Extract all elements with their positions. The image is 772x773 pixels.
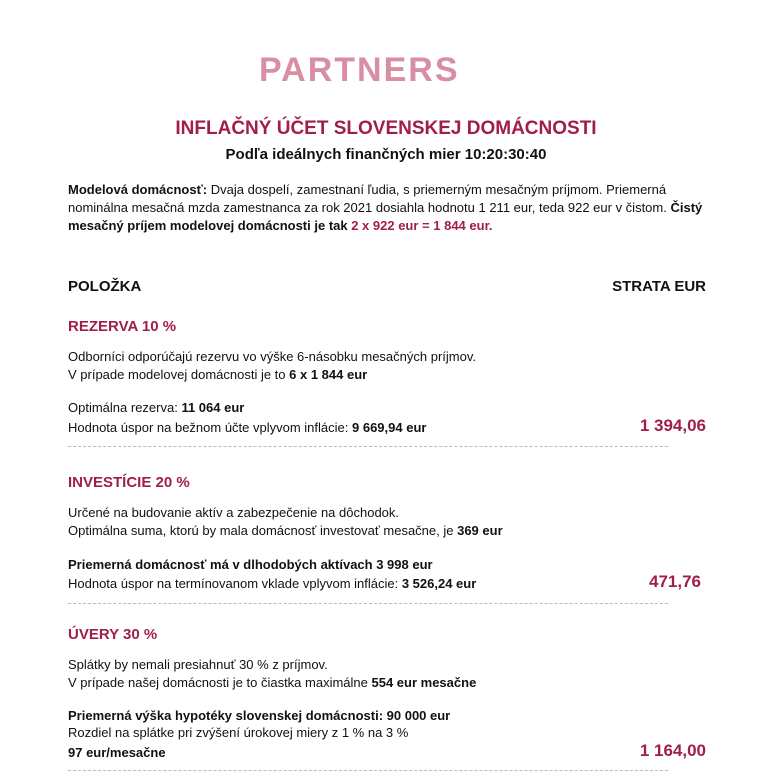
- investicie-desc-2-text: Optimálna suma, ktorú by mala domácnosť investovať mesačne, je: [68, 523, 458, 538]
- rezerva-desc-2-bold: 6 x 1 844 eur: [289, 367, 368, 382]
- section-heading-investicie: INVESTÍCIE 20 %: [68, 474, 190, 491]
- investicie-detail-2: [68, 575, 476, 593]
- uvery-detail-2: Rozdiel na splátke pri zvýšení úrokovej miery z 1 % na 3 %: [68, 725, 409, 740]
- uvery-detail-1-bold: Priemerná výška hypotéky slovenskej domácnosti: 90 000 eur: [68, 708, 451, 723]
- intro-bold-text: Čistý mesačný príjem modelovej domácnosti je tak: [68, 200, 703, 233]
- rezerva-desc-2-text: V prípade modelovej domácnosti je to: [68, 367, 290, 382]
- rezerva-detail-1: [68, 399, 244, 417]
- uvery-loss-value: 1 164,00: [639, 741, 706, 760]
- intro-text: Dvaja dospelí, zamestnaní ľudia, s priemerným mesačným príjmom. Priemerná nominálna mesačná mzda zamestnanca za rok 2021 dosiahla hodnotu 1 211 eur, teda 922 eur v čistom.: [68, 182, 671, 215]
- investicie-loss-value: 471,76: [649, 572, 701, 591]
- rezerva-detail-2: [68, 419, 426, 437]
- uvery-detail-3: [68, 744, 166, 762]
- rezerva-detail-2-text: Hodnota úspor na bežnom účte vplyvom inflácie:: [68, 420, 352, 435]
- investicie-detail-1-bold: Priemerná domácnosť má v dlhodobých aktívach 3 998 eur: [68, 557, 433, 572]
- investicie-detail-2-bold: 3 526,24 eur: [401, 576, 477, 591]
- intro-accent-text: 2 x 922 eur = 1 844 eur.: [351, 218, 493, 233]
- uvery-desc-2-bold: 554 eur mesačne: [371, 675, 477, 690]
- intro-label: Modelová domácnosť:: [68, 182, 208, 197]
- page-subtitle: Podľa ideálnych finančných mier 10:20:30:40: [225, 146, 547, 163]
- investicie-desc-1: Určené na budovanie aktív a zabezpečenie na dôchodok.: [68, 505, 400, 520]
- investicie-detail-2-text: Hodnota úspor na termínovanom vklade vplyvom inflácie:: [68, 576, 402, 591]
- rezerva-loss-value: 1 394,06: [639, 416, 706, 435]
- section-heading-rezerva: REZERVA 10 %: [68, 318, 177, 335]
- rezerva-desc-1: Odborníci odporúčajú rezervu vo výške 6-násobku mesačných príjmov.: [68, 349, 477, 364]
- intro-paragraph: [68, 181, 718, 235]
- partners-logo: PARTNERS: [259, 51, 460, 89]
- investicie-desc-2: [68, 522, 503, 540]
- uvery-detail-3-bold: 97 eur/mesačne: [68, 745, 166, 760]
- divider: [68, 603, 668, 604]
- column-header-loss: STRATA EUR: [612, 278, 706, 295]
- rezerva-detail-1-text: Optimálna rezerva:: [68, 400, 182, 415]
- uvery-desc-2: [68, 674, 476, 692]
- investicie-desc-2-bold: 369 eur: [457, 523, 503, 538]
- rezerva-desc-2: [68, 366, 367, 384]
- column-header-item: POLOŽKA: [68, 278, 142, 295]
- divider: [68, 446, 668, 447]
- page-title: INFLAČNÝ ÚČET SLOVENSKEJ DOMÁCNOSTI: [175, 118, 597, 139]
- section-heading-uvery: ÚVERY 30 %: [68, 626, 158, 643]
- divider: [68, 770, 668, 771]
- rezerva-detail-1-bold: 11 064 eur: [181, 400, 245, 415]
- investicie-detail-1: [68, 556, 433, 574]
- uvery-detail-1: [68, 707, 450, 725]
- rezerva-detail-2-bold: 9 669,94 eur: [352, 420, 427, 435]
- uvery-desc-2-text: V prípade našej domácnosti je to čiastka maximálne: [68, 675, 372, 690]
- uvery-desc-1: Splátky by nemali presiahnuť 30 % z príjmov.: [68, 657, 328, 672]
